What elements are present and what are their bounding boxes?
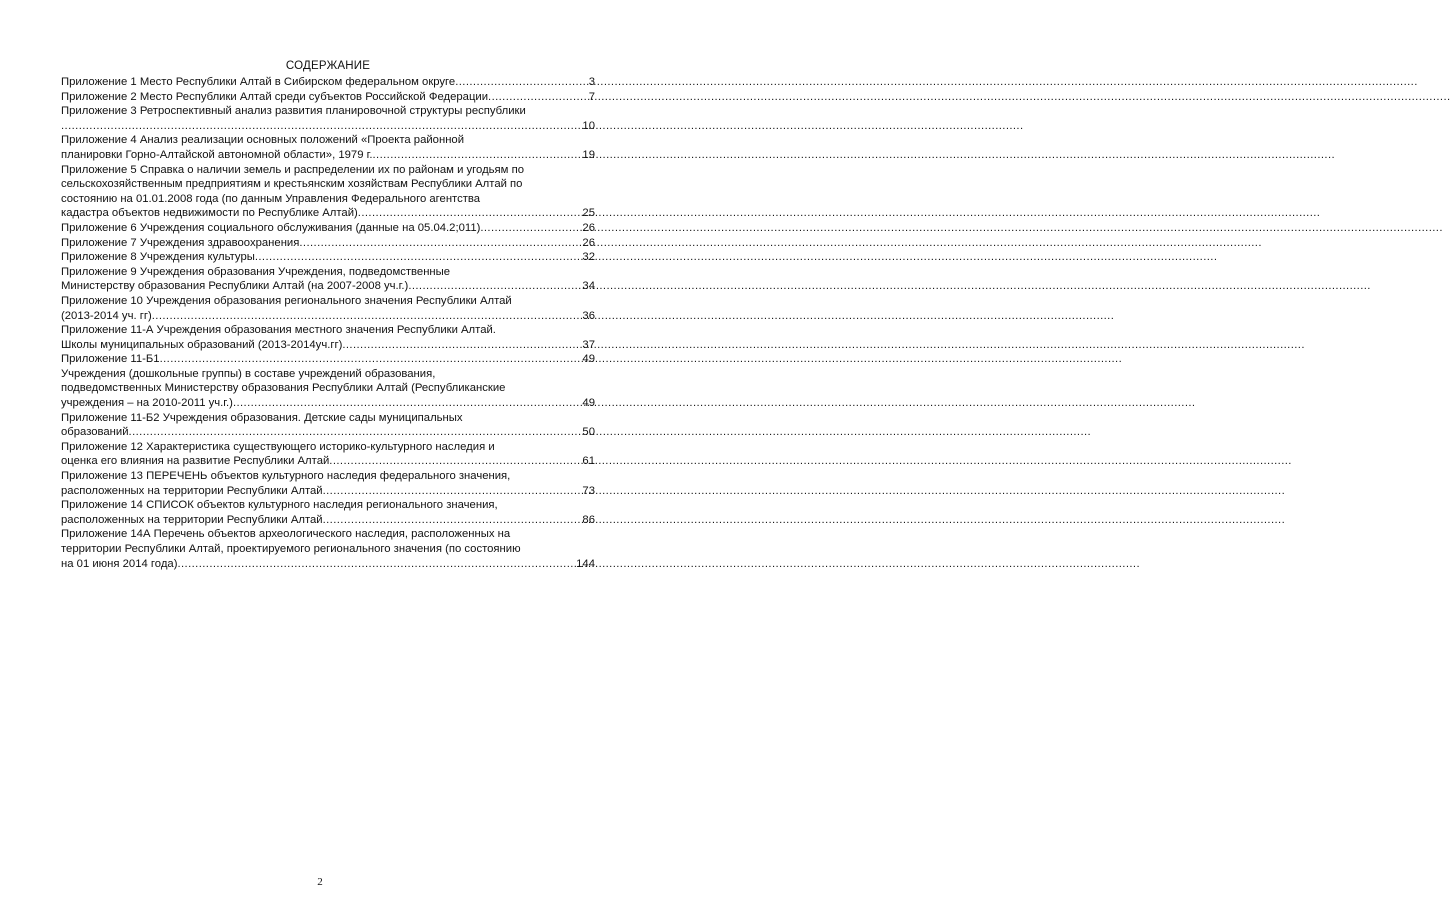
toc-entry-text-line: Приложение 4 Анализ реализации основных положений «Проекта районной	[61, 134, 465, 147]
dot-leader	[129, 425, 582, 440]
toc-entry	[61, 498, 595, 527]
toc-entry-text-line: планировки Горно-Алтайской автономной области», 1979 г.	[61, 148, 373, 161]
dot-leader	[488, 90, 588, 105]
toc-entry	[61, 75, 595, 90]
toc-entry-page-number: 73	[582, 484, 595, 497]
toc-entry-text-line: Приложение 6 Учреждения социального обслуживания (данные на 05.04.2;011)	[61, 221, 481, 234]
toc-entry-leader-line	[61, 454, 595, 469]
toc-entry-leader-line	[61, 309, 595, 324]
toc-entry-text-line: Приложение 9 Учреждения образования Учреждения, подведомственные	[61, 265, 451, 278]
toc-entry-leader-line	[61, 513, 595, 528]
toc-entry-page-number: 144	[576, 557, 595, 570]
dot-leader	[373, 148, 582, 163]
toc-entry-text-line: Приложение 14 СПИСОК объектов культурного наследия регионального значения,	[61, 499, 498, 512]
toc-entry-text-line: Приложение 3 Ретроспективный анализ развития планировочной структуры республики	[61, 105, 526, 118]
toc-entry-leader-line	[61, 206, 595, 221]
toc-entries	[61, 75, 595, 571]
toc-entry-leader-line	[61, 75, 595, 90]
toc-entry-page-number: 26	[582, 221, 595, 234]
toc-entry	[61, 90, 595, 105]
dot-leader	[329, 454, 581, 469]
toc-entry-page-number: 10	[582, 119, 595, 132]
toc-entry-leader-line	[61, 119, 595, 134]
dot-leader	[323, 484, 582, 499]
toc-entry-leader-line	[61, 250, 595, 265]
toc-entry-page-number: 49	[582, 353, 595, 366]
toc-entry-leader-line	[61, 221, 595, 236]
toc-entry	[61, 133, 595, 162]
dot-leader	[160, 352, 582, 367]
toc-entry-leader-line	[61, 352, 595, 367]
toc-entry-page-number: 34	[582, 280, 595, 293]
toc-entry-text-line: на 01 июня 2014 года)	[61, 557, 178, 570]
toc-entry-leader-line	[61, 557, 595, 572]
toc-entry-leader-line	[61, 338, 595, 353]
toc-entry-leader-line	[61, 148, 595, 163]
toc-entry-text-line: Приложение 7 Учреждения здравоохранения	[61, 236, 300, 249]
dot-leader	[480, 221, 581, 236]
dot-leader	[342, 338, 581, 353]
toc-entry-text-line: кадастра объектов недвижимости по Республике Алтай)	[61, 207, 358, 220]
toc-entry-text-line: Приложение 11-Б1	[61, 353, 160, 366]
toc-entry	[61, 294, 595, 323]
toc-entry-page-number: 49	[582, 397, 595, 410]
toc-entry	[61, 221, 595, 236]
toc-entry	[61, 104, 595, 133]
toc-entry-page-number: 86	[582, 513, 595, 526]
toc-entry	[61, 527, 595, 571]
toc-entry-page-number: 7	[588, 90, 595, 103]
dot-leader	[255, 250, 582, 265]
toc-entry-text-line: Учреждения (дошкольные группы) в составе учреждений образования,	[61, 367, 436, 380]
toc-entry-page-number: 26	[582, 236, 595, 249]
document-page	[0, 0, 640, 905]
toc-entry-page-number: 61	[582, 455, 595, 468]
toc-entry-page-number: 37	[582, 338, 595, 351]
toc-entry	[61, 440, 595, 469]
toc-entry-text-line: расположенных на территории Республики Алтай	[61, 484, 323, 497]
dot-leader	[61, 119, 581, 134]
toc-entry-page-number: 36	[582, 309, 595, 322]
toc-entry-page-number: 50	[582, 426, 595, 439]
toc-entry-text-line: Школы муниципальных образований (2013-2014уч.гг)	[61, 338, 343, 351]
toc-entry-leader-line	[61, 484, 595, 499]
toc-entry-text-line: сельскохозяйственным предприятиям и крестьянским хозяйствам Республики Алтай по	[61, 178, 523, 191]
toc-entry-text-line: Приложение 8 Учреждения культуры	[61, 251, 255, 264]
toc-entry	[61, 323, 595, 352]
dot-leader	[152, 309, 582, 324]
toc-entry-text-line: Приложение 14А Перечень объектов археологического наследия, расположенных на	[61, 528, 511, 541]
dot-leader	[299, 236, 581, 251]
toc-entry-text-line: Приложение 10 Учреждения образования регионального значения Республики Алтай	[61, 294, 512, 307]
dot-leader	[358, 206, 582, 221]
toc-entry-text-line: Приложение 2 Место Республики Алтай среди субъектов Российской Федерации	[61, 90, 489, 103]
toc-entry-text-line: подведомственных Министерству образования Республики Алтай (Республиканские	[61, 382, 506, 395]
dot-leader	[323, 513, 582, 528]
toc-entry-text-line: оценка его влияния на развитие Республики Алтай	[61, 455, 330, 468]
toc-entry-text-line: территории Республики Алтай, проектируемого регионального значения (по состоянию	[61, 543, 521, 555]
toc-entry-text-line: Приложение 5 Справка о наличии земель и распределении их по районам и угодьям по	[61, 163, 524, 176]
dot-leader	[455, 75, 587, 90]
dot-leader	[177, 557, 575, 572]
toc-entry-page-number: 3	[588, 76, 595, 88]
toc-entry-text-line: Приложение 1 Место Республики Алтай в Сибирском федеральном округе	[61, 76, 456, 88]
toc-entry	[61, 250, 595, 265]
toc-entry	[61, 352, 595, 367]
toc-entry-page-number: 25	[582, 207, 595, 220]
toc-entry-leader-line	[61, 279, 595, 294]
toc-entry	[61, 469, 595, 498]
toc-entry-text-line: расположенных на территории Республики Алтай	[61, 513, 323, 526]
page-number: 2	[317, 876, 323, 888]
toc-entry	[61, 411, 595, 440]
toc-entry-text-line: образований	[61, 426, 129, 439]
toc-title: СОДЕРЖАНИЕ	[285, 60, 371, 72]
toc-entry-leader-line	[61, 396, 595, 411]
toc-entry-text-line: состоянию на 01.01.2008 года (по данным Управления Федерального агентства	[61, 192, 481, 205]
toc-entry	[61, 163, 595, 221]
table-of-contents	[61, 59, 595, 571]
toc-entry-leader-line	[61, 90, 595, 105]
toc-entry	[61, 367, 595, 411]
toc-entry-page-number: 32	[582, 251, 595, 264]
toc-entry-text-line: Приложение 13 ПЕРЕЧЕНЬ объектов культурного наследия федерального значения,	[61, 470, 511, 483]
dot-leader	[408, 279, 581, 294]
toc-entry	[61, 236, 595, 251]
toc-entry-text-line: Приложение 11-А Учреждения образования местного значения Республики Алтай.	[61, 324, 496, 337]
toc-entry-text-line: Приложение 12 Характеристика существующего историко-культурного наследия и	[61, 440, 495, 453]
toc-entry-leader-line	[61, 236, 595, 251]
toc-entry-leader-line	[61, 425, 595, 440]
toc-entry-text-line: (2013-2014 уч. гг)	[61, 309, 152, 322]
toc-entry-page-number: 19	[582, 148, 595, 161]
dot-leader	[233, 396, 581, 411]
toc-entry	[61, 265, 595, 294]
toc-entry-text-line: Приложение 11-Б2 Учреждения образования. Детские сады муниципальных	[61, 411, 463, 424]
toc-entry-text-line: учреждения – на 2010-2011 уч.г.)	[61, 397, 233, 410]
toc-entry-text-line: Министерству образования Республики Алтай (на 2007-2008 уч.г.)	[61, 280, 409, 293]
